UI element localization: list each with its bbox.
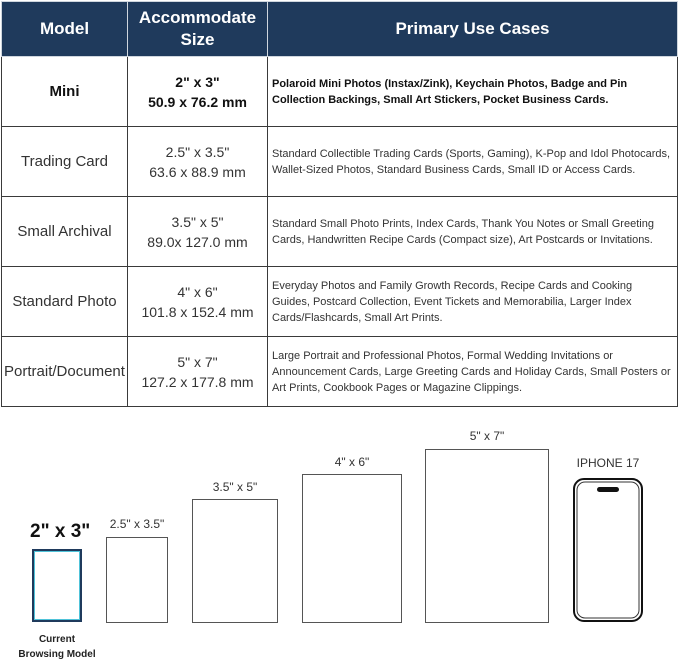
size-mm: 89.0x 127.0 mm: [147, 233, 248, 250]
use-cases-cell: Polaroid Mini Photos (Instax/Zink), Keychain Photos, Badge and Pin Collection Backings, Small Art Stickers, Pocket Business Cards.: [268, 57, 678, 127]
size-inches: 4" x 6": [177, 283, 218, 300]
size-mm: 127.2 x 177.8 mm: [141, 373, 254, 390]
card-portrait: [425, 449, 549, 623]
model-cell: Mini: [2, 57, 128, 127]
use-cases-cell: Everyday Photos and Family Growth Records, Recipe Cards and Cooking Guides, Postcard Collection, Event Tickets and Memorabilia, Larger Index Cards/Flashcards, Small Art Prints.: [268, 267, 678, 337]
current-model-card: [32, 549, 82, 622]
current-model-caption: [12, 632, 102, 662]
card-label-portrait: 5" x 7": [469, 429, 505, 443]
model-cell: Small Archival: [2, 197, 128, 267]
size-cell: [128, 337, 268, 407]
model-cell: Trading Card: [2, 127, 128, 197]
use-cases-cell: Large Portrait and Professional Photos, Formal Wedding Invitations or Announcement Cards, Large Greeting Cards and Holiday Cards, Small Posters or Art Prints, Cookbook Pages or Magazine Clippings.: [268, 337, 678, 407]
size-cell: [128, 127, 268, 197]
size-cell: [128, 267, 268, 337]
size-comparison-table: [1, 1, 678, 407]
phone-label: IPHONE 17: [576, 456, 640, 470]
card-label-standard-photo: 4" x 6": [334, 455, 370, 469]
model-cell: Portrait/Document: [2, 337, 128, 407]
card-label-small-archival: 3.5" x 5": [212, 480, 258, 494]
size-comparison-illustration: [0, 410, 679, 662]
size-inches: 2" x 3": [175, 73, 220, 90]
table-row: [2, 337, 678, 407]
use-cases-cell: Standard Small Photo Prints, Index Cards, Thank You Notes or Small Greeting Cards, Handwritten Recipe Cards (Compact size), Art Postcards or Invitations.: [268, 197, 678, 267]
table-header-row: [2, 2, 678, 57]
size-cell: [128, 197, 268, 267]
card-trading: [106, 537, 168, 623]
size-inches: 3.5" x 5": [171, 213, 224, 230]
table-row: [2, 197, 678, 267]
caption-line2: Browsing Model: [18, 649, 96, 660]
table-row: [2, 127, 678, 197]
header-size-line1: Accommodate: [138, 8, 257, 27]
header-primary-use-cases: Primary Use Cases: [268, 2, 678, 57]
size-mm: 50.9 x 76.2 mm: [148, 93, 247, 110]
card-small-archival: [192, 499, 278, 623]
card-standard-photo: [302, 474, 402, 623]
model-cell: Standard Photo: [2, 267, 128, 337]
caption-line1: Current: [38, 634, 76, 645]
card-label-trading: 2.5" x 3.5": [109, 517, 165, 531]
size-cell: [128, 57, 268, 127]
header-size-line2: Size: [180, 30, 215, 49]
smartphone-icon: [573, 478, 643, 622]
size-mm: 101.8 x 152.4 mm: [141, 303, 254, 320]
size-inches: 5" x 7": [177, 353, 218, 370]
size-mm: 63.6 x 88.9 mm: [149, 163, 246, 180]
table-row: [2, 267, 678, 337]
current-size-label: 2" x 3": [30, 521, 91, 542]
use-cases-cell: Standard Collectible Trading Cards (Sports, Gaming), K-Pop and Idol Photocards, Wallet-Sized Photos, Standard Business Cards, Small ID or Access Cards.: [268, 127, 678, 197]
table-row: [2, 57, 678, 127]
size-inches: 2.5" x 3.5": [165, 143, 230, 160]
header-model: Model: [2, 2, 128, 57]
header-accommodate-size: [128, 2, 268, 57]
